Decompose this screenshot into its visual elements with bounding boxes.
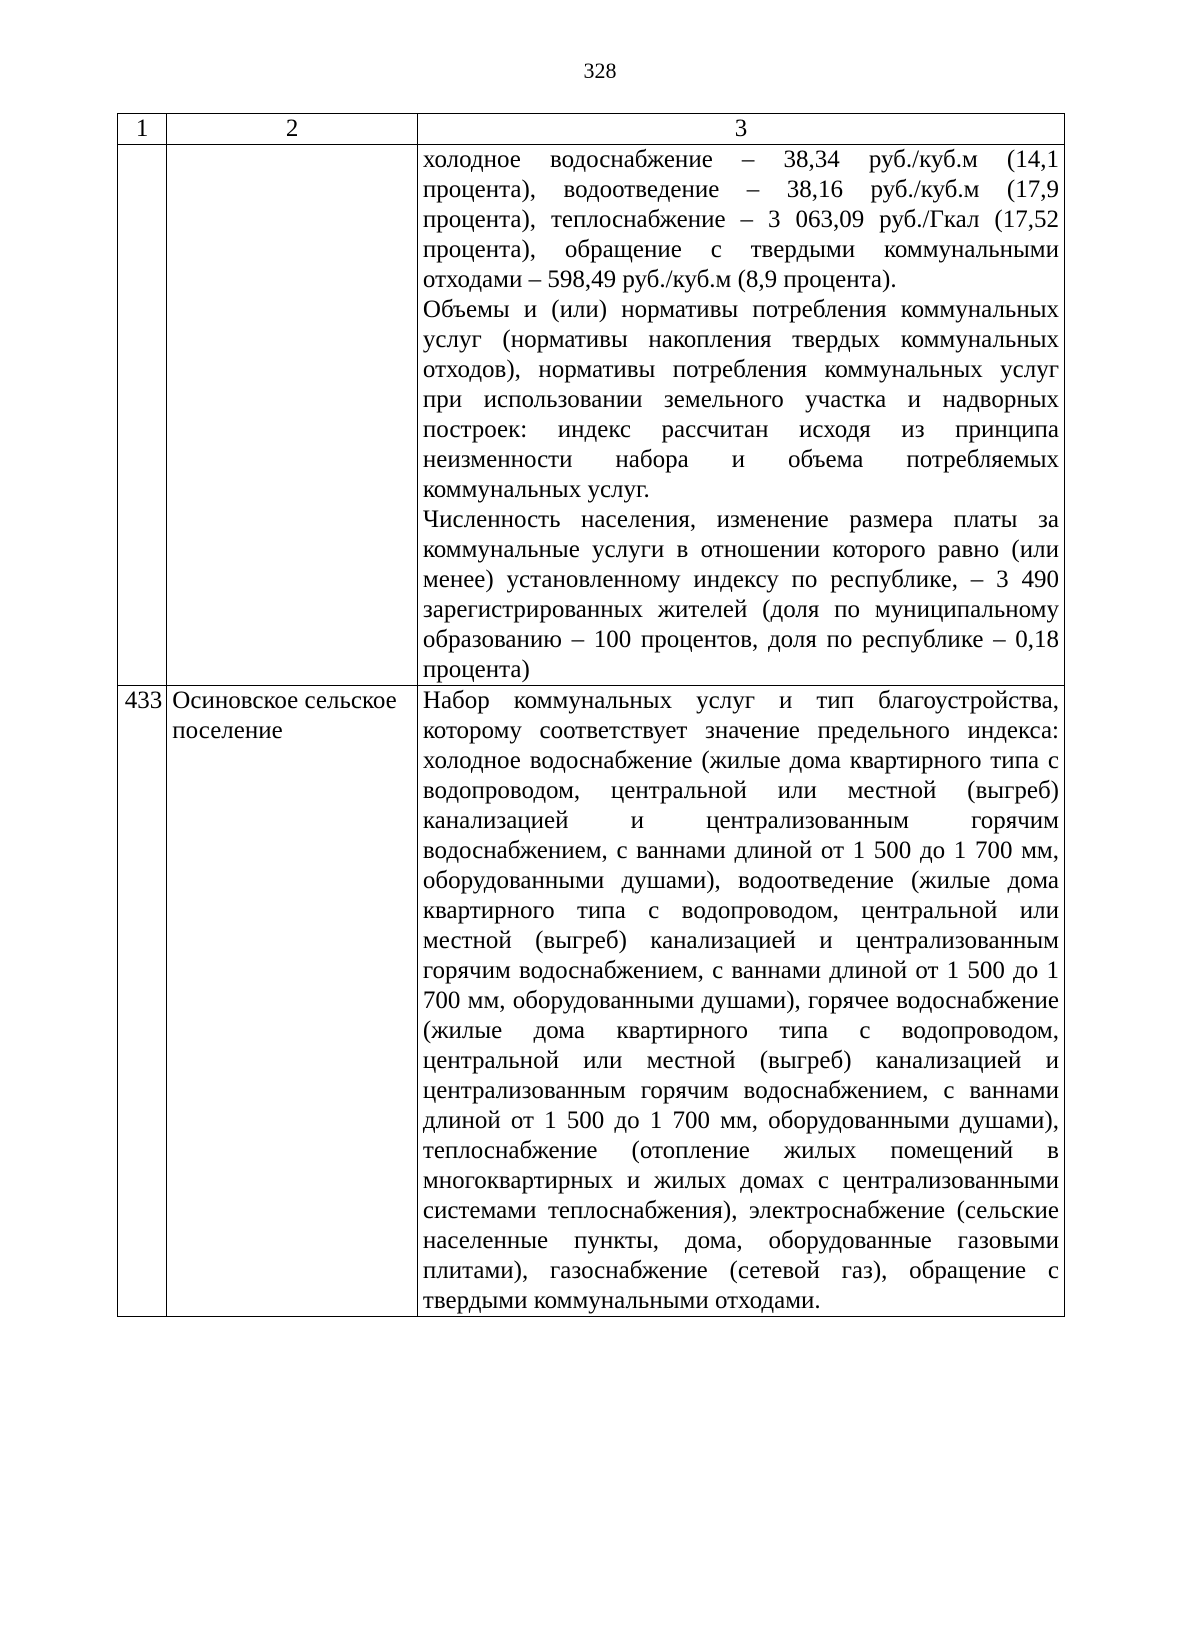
row-number-cell (118, 145, 167, 686)
row-name-cell (167, 145, 418, 686)
column-header-1: 1 (118, 114, 167, 145)
description-paragraph: Численность населения, изменение размера платы за коммунальные услуги в отношении которого равно (или менее) установленному индексу по республике, – 3 490 зарегистрированных жителей (доля по муниципальному образованию – 100 процентов, доля по республике – 0,18 процента) (422, 506, 1059, 683)
row-description-cell (417, 686, 1064, 1317)
row-number-cell: 433 (118, 686, 167, 1317)
row-name-cell: Осиновское сельское поселение (167, 686, 418, 1317)
description-paragraph: Объемы и (или) нормативы потребления коммунальных услуг (нормативы накопления твердых коммунальных отходов), нормативы потребления коммунальных услуг при использовании земельного участка и надворных построек: индекс рассчитан исходя из принципа неизменности набора и объема потребляемых коммунальных услуг. (422, 296, 1059, 503)
page-number: 328 (583, 58, 617, 83)
data-table (117, 113, 1065, 1317)
column-header-3: 3 (417, 114, 1064, 145)
table-row (118, 145, 1065, 686)
description-paragraph: Набор коммунальных услуг и тип благоустройства, которому соответствует значение предельного индекса: холодное водоснабжение (жилые дома квартирного типа с водопроводом, центральной или местной (выгреб) канализацией и централизованным горячим водоснабжением, с ваннами длиной от 1 500 до 1 700 мм, оборудованными душами), водоотведение (жилые дома квартирного типа с водопроводом, центральной или местной (выгреб) канализацией и централизованным горячим водоснабжением, с ваннами длиной от 1 500 до 1 700 мм, оборудованными душами), горячее водоснабжение (жилые дома квартирного типа с водопроводом, центральной или местной (выгреб) канализацией и централизованным горячим водоснабжением, с ваннами длиной от 1 500 до 1 700 мм, оборудованными душами), теплоснабжение (отопление жилых помещений в многоквартирных и жилых домах с централизованными системами теплоснабжения), электроснабжение (сельские населенные пункты, дома, оборудованные газовыми плитами), газоснабжение (сетевой газ), обращение с твердыми коммунальными отходами. (422, 687, 1059, 1314)
column-header-2: 2 (167, 114, 418, 145)
row-description-cell (417, 145, 1064, 686)
table-row (118, 686, 1065, 1317)
description-paragraph: холодное водоснабжение – 38,34 руб./куб.м (14,1 процента), водоотведение – 38,16 руб./куб.м (17,9 процента), теплоснабжение – 3 063,09 руб./Гкал (17,52 процента), обращение с твердыми коммунальными отходами – 598,49 руб./куб.м (8,9 процента). (422, 146, 1059, 293)
table-header-row (118, 114, 1065, 145)
